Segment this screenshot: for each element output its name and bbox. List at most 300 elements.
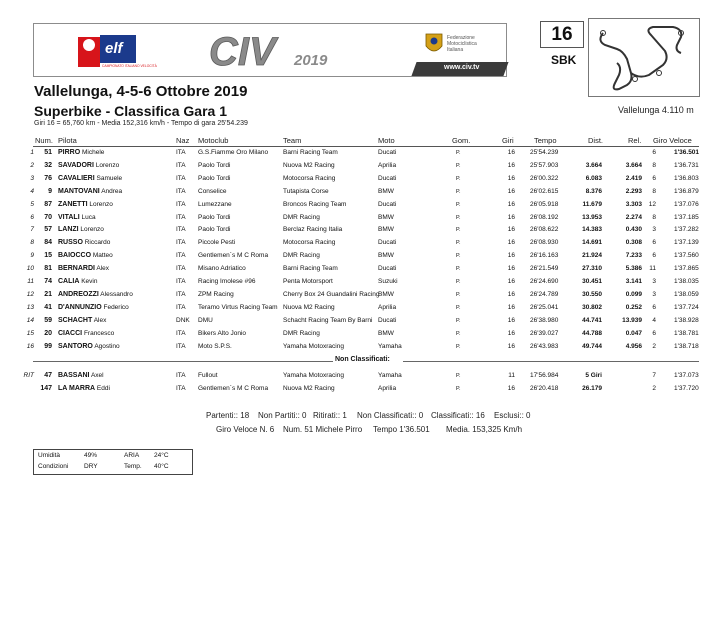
team-cell: Yamaha Motoxracing (283, 342, 344, 350)
team-cell: Broncos Racing Team (283, 200, 347, 208)
rider-name-cell (58, 173, 122, 185)
air-label: ARIA (124, 452, 140, 459)
nationality-cell: ITA (176, 303, 186, 311)
rider-firstname: Agostino (94, 342, 120, 350)
rider-surname: LANZI (58, 226, 79, 234)
laps-cell: 16 (507, 290, 515, 298)
rider-name-cell (58, 263, 109, 275)
summary-ritirati: Ritirati:: 1 (313, 411, 347, 420)
gap-cell: 5 Giri (585, 372, 602, 379)
laps-cell: 16 (507, 200, 515, 208)
position-cell: 16 (26, 342, 34, 350)
motoclub-cell: Gentlemen`s M C Roma (198, 252, 269, 260)
rider-firstname: Matteo (92, 252, 113, 260)
position-cell: 4 (30, 187, 34, 195)
gap-cell: 21.924 (582, 252, 602, 260)
bike-cell: Aprilia (378, 303, 397, 311)
track-length: Vallelunga 4.110 m (618, 105, 694, 115)
rider-number-cell: 74 (44, 278, 52, 285)
interval-cell: 13.939 (622, 316, 642, 324)
motoclub-cell: DMU (198, 316, 213, 324)
interval-cell: 2.293 (625, 187, 642, 195)
fastest-lap-time-cell: 1'38.928 (674, 316, 699, 324)
race-info: Giri 16 = 65,760 km - Media 152,316 km/h - Tempo di gara 25'54.239 (34, 120, 248, 127)
rider-number-cell: 41 (44, 303, 52, 311)
team-cell: Cherry Box 24 Guandalini Racing (283, 290, 380, 298)
fastest-lap-time-cell: 1'37.073 (674, 372, 699, 379)
team-cell: DMR Racing (283, 329, 320, 337)
laps-cell: 16 (507, 342, 515, 350)
bike-cell: Aprilia (378, 161, 397, 169)
rider-name-cell (58, 237, 110, 249)
rider-number-cell: 15 (44, 252, 52, 260)
laps-cell: 16 (507, 161, 515, 169)
laps-cell: 16 (507, 239, 515, 247)
team-cell: DMR Racing (283, 213, 320, 221)
rider-surname: ANDREOZZI (58, 290, 99, 298)
interval-cell: 7.233 (625, 252, 642, 260)
fastest-lap-number-cell: 3 (652, 226, 656, 234)
motoclub-cell: Paolo Tordi (198, 213, 231, 221)
team-cell: Yamaha Motoxracing (283, 372, 344, 379)
bike-cell: Ducati (378, 316, 397, 324)
laps-cell: 16 (507, 252, 515, 260)
bike-cell: Ducati (378, 265, 397, 273)
rider-number-cell: 21 (44, 290, 52, 298)
rider-number-cell: 9 (48, 187, 52, 195)
fastest-lap-number-cell: 6 (652, 252, 656, 260)
team-cell: Barni Racing Team (283, 265, 338, 273)
nationality-cell: ITA (176, 252, 186, 260)
table-row (0, 212, 720, 224)
laps-cell: 16 (507, 303, 515, 311)
interval-cell: 3.141 (625, 278, 642, 285)
nationality-cell: ITA (176, 372, 186, 379)
time-cell: 25'57.903 (530, 161, 559, 169)
humidity-label: Umidità (38, 452, 61, 459)
table-row (0, 250, 720, 262)
table-row (0, 289, 720, 301)
table-row (0, 383, 720, 395)
rider-firstname: Alex (96, 265, 110, 273)
laps-cell: 16 (507, 265, 515, 273)
bike-cell: Ducati (378, 149, 397, 156)
bike-cell: Ducati (378, 200, 397, 208)
table-row (0, 263, 720, 275)
race-title: Superbike - Classifica Gara 1 (34, 103, 227, 119)
nationality-cell: ITA (176, 187, 186, 195)
time-cell: 26'20.418 (530, 384, 559, 392)
position-cell: 15 (26, 329, 34, 337)
rider-name-cell (58, 289, 133, 301)
fastest-lap-number-cell: 8 (652, 187, 656, 195)
motoclub-cell: Teramo Virtus Racing Team (198, 303, 278, 311)
team-cell: Motocorsa Racing (283, 239, 336, 247)
gap-cell: 49.744 (582, 342, 602, 350)
interval-cell: 0.047 (625, 329, 642, 337)
rider-surname: VITALI (58, 213, 80, 221)
time-cell: 26'21.549 (530, 265, 559, 273)
position-cell: 10 (26, 265, 34, 273)
tyre-cell: P. (456, 175, 461, 182)
bike-cell: BMW (378, 187, 394, 195)
col-header-pilota: Pilota (58, 136, 77, 145)
bike-cell: Suzuki (378, 278, 398, 285)
rider-firstname: Francesco (83, 329, 115, 337)
tyre-cell: P. (456, 201, 461, 208)
nationality-cell: ITA (176, 342, 186, 350)
laps-cell: 16 (507, 316, 515, 324)
motoclub-cell: Fullout (198, 372, 218, 379)
tyre-cell: P. (456, 343, 461, 350)
rider-number-cell: 32 (44, 161, 52, 169)
table-row (0, 370, 720, 382)
fmi-emblem-icon (424, 32, 444, 56)
fastest-lap-number-cell: 7 (652, 372, 656, 379)
fastest-lap-time-cell: 1'37.865 (674, 265, 699, 273)
rider-firstname: Alessandro (100, 290, 133, 298)
position-cell: 14 (26, 316, 34, 324)
table-row (0, 341, 720, 353)
fastest-lap-time-cell: 1'38.781 (674, 329, 699, 337)
time-cell: 26'25.041 (530, 303, 559, 311)
motoclub-cell: Piccole Pesti (198, 239, 236, 247)
gap-cell: 8.376 (585, 187, 602, 195)
fastest-lap-number-cell: 6 (652, 149, 656, 156)
non-classified-label: Non Classificati: (335, 356, 390, 363)
rider-name-cell (58, 276, 97, 288)
tyre-cell: P. (456, 162, 461, 169)
rider-firstname: Michele (81, 149, 105, 156)
fastest-lap-time-cell: 1'37.282 (674, 226, 699, 234)
gap-cell: 44.788 (582, 329, 602, 337)
motoclub-cell: Paolo Tordi (198, 174, 231, 182)
time-cell: 26'38.980 (530, 316, 559, 324)
tyre-cell: P. (456, 214, 461, 221)
rider-surname: CAVALIERI (58, 174, 95, 182)
nationality-cell: ITA (176, 226, 186, 234)
summary-classificati: Classificati:: 16 (431, 411, 485, 420)
rider-firstname: Federico (103, 303, 129, 311)
rider-number-cell: 147 (40, 384, 52, 392)
header-banner (33, 23, 507, 77)
rider-surname: SANTORO (58, 342, 93, 350)
position-cell: 12 (26, 290, 34, 298)
interval-cell: 0.308 (625, 239, 642, 247)
summary-partenti: Partenti:: 18 (206, 411, 250, 420)
weather-box (33, 449, 193, 475)
rider-firstname: Andrea (101, 187, 123, 195)
tyre-cell: P. (456, 385, 461, 392)
bike-cell: BMW (378, 226, 394, 234)
tyre-cell: P. (456, 150, 461, 156)
rider-number-cell: 87 (44, 200, 52, 208)
nationality-cell: ITA (176, 239, 186, 247)
nationality-cell: ITA (176, 200, 186, 208)
position-cell: 7 (30, 226, 34, 234)
tyre-cell: P. (456, 330, 461, 337)
position-cell: 5 (30, 200, 34, 208)
interval-cell: 0.099 (625, 290, 642, 298)
time-cell: 26'08.622 (530, 226, 559, 234)
rider-surname: CIACCI (58, 329, 83, 337)
rider-name-cell (58, 302, 129, 314)
time-cell: 26'05.918 (530, 200, 559, 208)
civ-logo-text: CIV (209, 30, 276, 74)
nationality-cell: ITA (176, 290, 186, 298)
col-header-dist: Dist. (588, 136, 603, 145)
rider-number-cell: 70 (44, 213, 52, 221)
col-header-naz: Naz (176, 136, 190, 145)
gap-cell: 3.664 (585, 161, 602, 169)
nationality-cell: ITA (176, 384, 186, 392)
position-cell: 9 (30, 252, 34, 260)
gap-cell: 30.451 (582, 278, 602, 285)
non-classified-separator (33, 356, 699, 366)
motoclub-cell: G.S.Fiamme Oro Milano (198, 149, 269, 156)
bike-cell: Aprilia (378, 384, 397, 392)
humidity-value: 49% (84, 452, 98, 459)
gap-cell: 27.310 (582, 265, 602, 273)
bike-cell: BMW (378, 213, 394, 221)
interval-cell: 3.664 (625, 161, 642, 169)
table-row (0, 237, 720, 249)
time-cell: 26'39.027 (530, 329, 559, 337)
nationality-cell: DNK (176, 316, 190, 324)
motoclub-cell: Paolo Tordi (198, 161, 231, 169)
position-cell: 13 (26, 303, 34, 311)
tyre-cell: P. (456, 253, 461, 260)
rider-surname: MANTOVANI (58, 187, 100, 195)
rider-name-cell (58, 224, 104, 236)
fastest-lap-number-cell: 12 (648, 200, 656, 208)
col-header-team: Team (283, 136, 302, 145)
race-number-box: 16 (540, 21, 584, 48)
rider-firstname: Lorenzo (95, 161, 120, 169)
fastest-lap-time-cell: 1'37.720 (674, 384, 699, 392)
tyre-cell: P. (456, 266, 461, 273)
table-row (0, 173, 720, 185)
laps-cell: 16 (507, 149, 515, 156)
elf-brand-text: elf (105, 40, 123, 57)
fmi-text: Federazione Motociclistica Italiana (447, 35, 477, 53)
air-value: 24°C (154, 452, 169, 459)
bike-cell: Yamaha (378, 372, 402, 379)
time-cell: 17'56.984 (530, 372, 559, 379)
elf-subtitle-text: CAMPIONATO ITALIANO VELOCITÀ (102, 64, 157, 68)
site-url: www.civ.tv (444, 64, 480, 71)
table-row (0, 328, 720, 340)
gap-cell: 14.691 (582, 239, 602, 247)
rider-name-cell (58, 328, 114, 340)
position-cell: RIT (23, 372, 34, 379)
fastest-lap-time: Tempo 1'36.501 (373, 425, 430, 434)
position-cell: 8 (30, 239, 34, 247)
table-row (0, 302, 720, 314)
col-header-tempo: Tempo (534, 136, 557, 145)
fastest-lap-number-cell: 4 (652, 316, 656, 324)
rider-surname: BERNARDI (58, 265, 95, 273)
interval-cell: 4.956 (625, 342, 642, 350)
rider-number-cell: 84 (44, 239, 52, 247)
time-cell: 26'00.322 (530, 174, 559, 182)
team-cell: Schacht Racing Team By Barni (283, 316, 373, 324)
tyre-cell: P. (456, 279, 461, 285)
motoclub-cell: ZPM Racing (198, 290, 234, 298)
laps-cell: 16 (507, 226, 515, 234)
civ-logo (209, 30, 359, 74)
time-cell: 26'24.690 (530, 278, 559, 285)
rider-name-cell (58, 199, 113, 211)
class-label: SBK (551, 53, 577, 67)
rider-number-cell: 99 (44, 342, 52, 350)
team-cell: Motocorsa Racing (283, 174, 336, 182)
rider-name-cell (58, 370, 104, 382)
fastest-lap-time-cell: 1'36.501 (674, 149, 700, 156)
interval-cell: 0.430 (625, 226, 642, 234)
interval-cell: 3.303 (625, 200, 642, 208)
time-cell: 25'54.239 (530, 149, 559, 156)
fastest-lap-time-cell: 1'37.724 (674, 303, 699, 311)
col-header-giri: Giri (502, 136, 514, 145)
rider-name-cell (58, 383, 110, 395)
rider-firstname: Lorenzo (89, 200, 113, 208)
fastest-lap-number-cell: 6 (652, 174, 656, 182)
interval-cell: 2.419 (625, 174, 642, 182)
interval-cell: 2.274 (625, 213, 642, 221)
nationality-cell: ITA (176, 278, 186, 285)
rider-firstname: Alex (93, 316, 107, 324)
fastest-lap-number-cell: 6 (652, 239, 656, 247)
gap-cell: 30.802 (582, 303, 602, 311)
summary-esclusi: Esclusi:: 0 (494, 411, 531, 420)
position-cell: 2 (30, 161, 34, 169)
event-title: Vallelunga, 4-5-6 Ottobre 2019 (34, 83, 248, 100)
rider-surname: SCHACHT (58, 316, 93, 324)
interval-cell: 5.386 (625, 265, 642, 273)
fastest-lap-number-cell: 3 (652, 290, 656, 298)
laps-cell: 16 (507, 174, 515, 182)
elf-logo (72, 29, 157, 71)
motoclub-cell: Paolo Tordi (198, 226, 231, 234)
rider-surname: D'ANNUNZIO (58, 303, 102, 311)
rider-name-cell (58, 186, 122, 198)
gap-cell: 13.953 (582, 213, 602, 221)
col-header-giro-veloce: Giro Veloce (653, 136, 692, 145)
fastest-lap-time-cell: 1'37.139 (674, 239, 699, 247)
motoclub-cell: Conselice (198, 187, 227, 195)
nationality-cell: ITA (176, 149, 186, 156)
rider-surname: BAIOCCO (58, 252, 92, 260)
rider-number-cell: 57 (44, 226, 52, 234)
rider-name-cell (58, 160, 119, 172)
rider-number-cell: 51 (44, 149, 52, 156)
bike-cell: BMW (378, 329, 394, 337)
fastest-lap-rider: Num. 51 Michele Pirro (283, 425, 363, 434)
motoclub-cell: Gentlemen`s M C Roma (198, 384, 269, 392)
fastest-lap-number-cell: 6 (652, 329, 656, 337)
fastest-lap-number-cell: 8 (652, 213, 656, 221)
rider-surname: LA MARRA (58, 384, 96, 392)
time-cell: 26'24.789 (530, 290, 559, 298)
rider-name-cell (58, 341, 120, 353)
rider-number-cell: 81 (44, 265, 52, 273)
rider-firstname: Samuele (96, 174, 123, 182)
table-row (0, 315, 720, 327)
fastest-lap-label: Giro Veloce N. 6 (216, 425, 275, 434)
table-row (0, 224, 720, 236)
bike-cell: Yamaha (378, 342, 402, 350)
rider-name-cell (58, 315, 106, 327)
table-row (0, 276, 720, 288)
laps-cell: 11 (508, 372, 515, 379)
rider-firstname: Kevin (81, 278, 98, 285)
tyre-cell: P. (456, 317, 461, 324)
fastest-lap-number-cell: 2 (652, 384, 656, 392)
nationality-cell: ITA (176, 174, 186, 182)
team-cell: Tutapista Corse (283, 187, 329, 195)
nationality-cell: ITA (176, 213, 186, 221)
gap-cell: 11.679 (582, 200, 602, 208)
rider-surname: ZANETTI (58, 200, 88, 208)
rider-number-cell: 76 (44, 174, 52, 182)
laps-cell: 16 (507, 187, 515, 195)
rider-name-cell (58, 212, 96, 224)
fastest-lap-time-cell: 1'36.879 (674, 187, 699, 195)
laps-cell: 16 (507, 278, 515, 285)
motoclub-cell: Misano Adriatico (198, 265, 246, 273)
nationality-cell: ITA (176, 329, 186, 337)
track-map-icon (588, 18, 700, 97)
col-header-moto: Moto (378, 136, 395, 145)
team-cell: Nuova M2 Racing (283, 303, 335, 311)
fastest-lap-number-cell: 3 (652, 278, 656, 285)
tyre-cell: P. (456, 373, 461, 379)
rider-firstname: Riccardo (84, 239, 111, 247)
tyre-cell: P. (456, 304, 461, 311)
rider-number-cell: 20 (44, 329, 52, 337)
fastest-lap-number-cell: 2 (652, 342, 656, 350)
fastest-lap-time-cell: 1'38.718 (674, 342, 699, 350)
team-cell: DMR Racing (283, 252, 320, 260)
position-cell: 6 (30, 213, 34, 221)
col-header-motoclub: Motoclub (198, 136, 229, 145)
rider-firstname: Axel (90, 372, 104, 379)
laps-cell: 16 (507, 384, 515, 392)
rider-surname: CALIA (58, 278, 80, 285)
time-cell: 26'02.615 (530, 187, 559, 195)
fastest-lap-time-cell: 1'37.560 (674, 252, 699, 260)
rider-number-cell: 59 (44, 316, 52, 324)
rider-surname: SAVADORI (58, 161, 94, 169)
gap-cell: 30.550 (582, 290, 602, 298)
rider-surname: BASSANI (58, 372, 90, 379)
team-cell: Barni Racing Team (283, 149, 338, 156)
team-cell: Nuova M2 Racing (283, 384, 335, 392)
conditions-value: DRY (84, 463, 98, 470)
fastest-lap-time-cell: 1'37.076 (674, 200, 699, 208)
col-header-num: Num. (35, 136, 53, 145)
rider-surname: PIRRO (58, 149, 81, 156)
track-temp-label: Temp. (124, 463, 142, 470)
table-row (0, 147, 720, 159)
gap-cell: 6.083 (585, 174, 602, 182)
gap-cell: 44.741 (582, 316, 602, 324)
gap-cell: 14.383 (582, 226, 602, 234)
motoclub-cell: Lumezzane (198, 200, 232, 208)
laps-cell: 16 (507, 213, 515, 221)
tyre-cell: P. (456, 227, 461, 234)
